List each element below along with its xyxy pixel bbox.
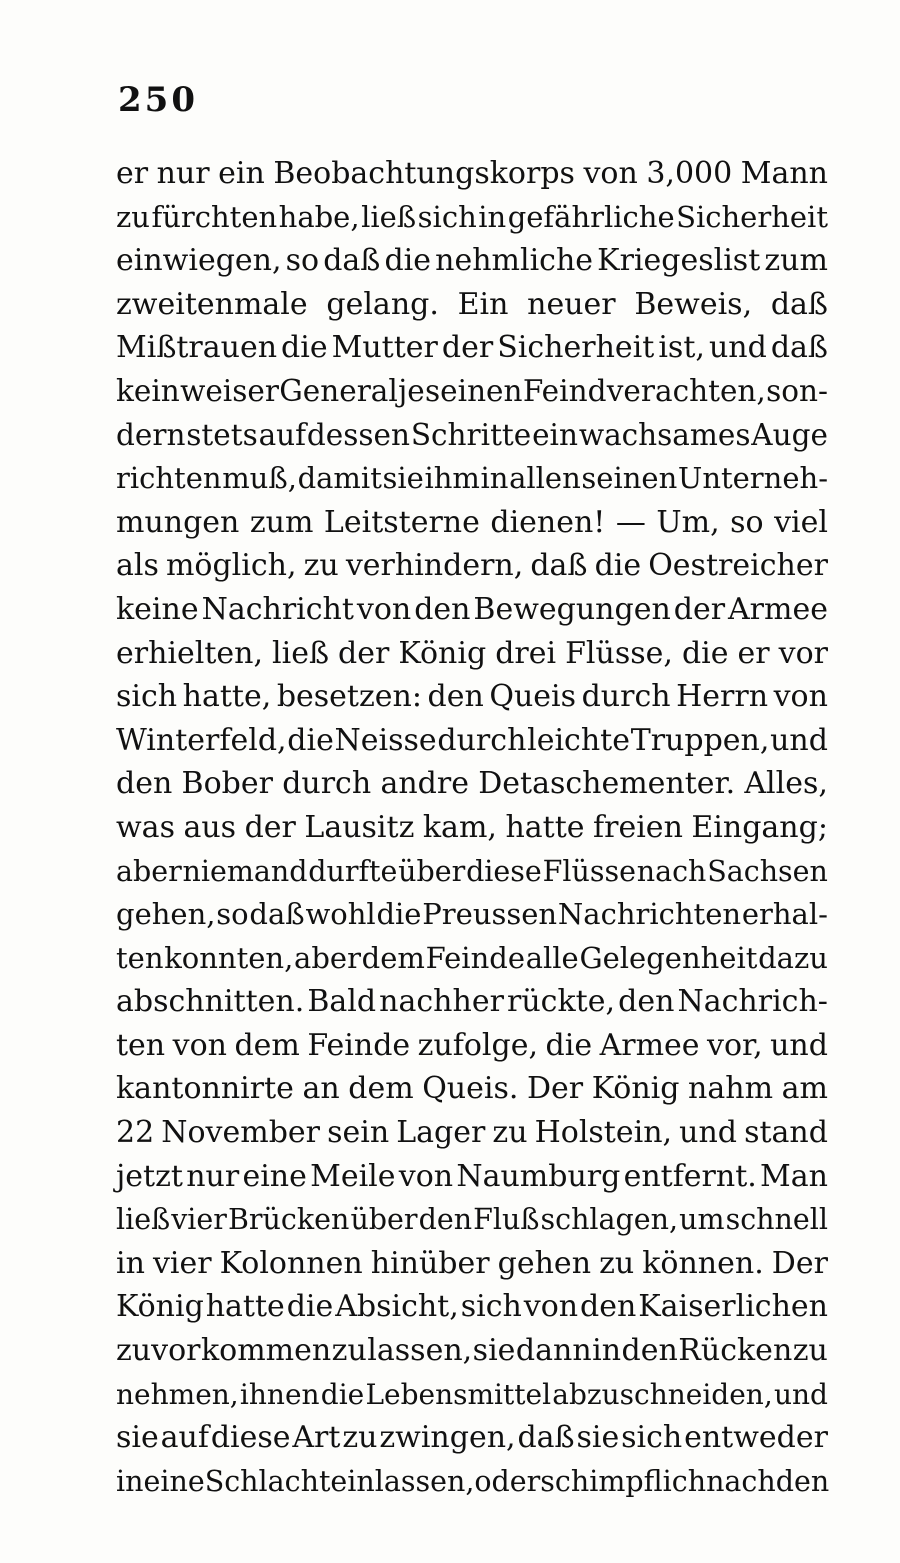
word: jetzt (116, 1158, 183, 1194)
word: neuer (527, 286, 616, 322)
word: der (441, 330, 494, 366)
word: November (161, 1115, 321, 1151)
text-line (116, 980, 828, 1024)
text-line (116, 719, 828, 763)
word: Beobachtungskorps (273, 156, 575, 191)
word: oder (474, 1464, 541, 1498)
word: nach (706, 1464, 776, 1498)
word: in (478, 199, 507, 234)
word: an (302, 1071, 340, 1107)
word: erhielten, (116, 635, 264, 671)
text-line (116, 283, 828, 327)
page-number: 250 (118, 80, 198, 120)
text-line (116, 893, 828, 937)
word: können. (642, 1245, 764, 1281)
word: ein (532, 417, 578, 452)
word: die (681, 635, 729, 671)
word: der (244, 809, 296, 845)
word: Nachricht (201, 591, 354, 627)
word: Detaschementer. (478, 766, 736, 802)
word: kam, (422, 809, 497, 845)
word: 3,000 (646, 156, 733, 191)
word: nehmen, (116, 1377, 239, 1411)
word: leichte (527, 722, 630, 758)
word: Ein (457, 286, 509, 322)
text-line (116, 326, 828, 370)
word: daß (517, 1420, 575, 1456)
word: sich (417, 199, 477, 234)
word: die (287, 722, 334, 758)
word: sein (327, 1115, 390, 1151)
word: dem (234, 1027, 300, 1063)
word: besetzen: (276, 679, 422, 715)
word: kantonnirte (116, 1071, 294, 1107)
word: den (775, 1464, 830, 1498)
word: Nachrich- (677, 984, 828, 1020)
word: mungen (116, 504, 240, 540)
word: Meile (310, 1158, 396, 1194)
word: dessen (306, 417, 410, 452)
word: Feinde (307, 1027, 411, 1063)
word: zu (492, 1115, 528, 1151)
word: Bewegungen (473, 591, 671, 627)
word: fürchten (151, 199, 278, 234)
word: andre (380, 766, 469, 802)
body-text (116, 152, 828, 1503)
text-line (116, 1024, 828, 1068)
word: verachten, (606, 373, 766, 408)
word: eine (143, 1464, 205, 1498)
text-line (116, 1329, 828, 1373)
word: König (398, 635, 487, 671)
text-line (116, 196, 828, 240)
word: Preussen (422, 897, 558, 932)
word: der (673, 591, 726, 627)
word: je (398, 373, 425, 408)
word: habe, (278, 199, 360, 234)
text-line (116, 544, 828, 588)
word: allen (509, 461, 581, 496)
word: Armee (599, 1027, 700, 1063)
word: in (116, 1464, 144, 1498)
text-line (116, 1285, 828, 1329)
word: nach (636, 854, 707, 888)
word: einlassen, (330, 1464, 475, 1498)
word: und (679, 1115, 737, 1151)
word: diese (466, 854, 542, 888)
word: ihnen (239, 1377, 320, 1411)
text-line (116, 675, 828, 719)
word: die (545, 1027, 593, 1063)
word: von (583, 156, 638, 191)
word: entweder (684, 1420, 828, 1456)
word: gelang. (326, 286, 439, 322)
word: zuvor (116, 1333, 201, 1369)
word: dem (361, 940, 425, 975)
word: so (285, 243, 320, 279)
text-line (116, 414, 828, 458)
word: kommen (200, 1333, 332, 1369)
word: und (708, 330, 767, 366)
word: wachsames (578, 417, 751, 452)
word: entfernt. (623, 1158, 757, 1194)
word: von (773, 679, 828, 715)
word: richten (116, 461, 222, 496)
word: Sicherheit (497, 330, 655, 366)
word: möglich, (165, 548, 297, 584)
word: die (286, 1289, 334, 1325)
word: Winterfeld, (116, 722, 287, 758)
word: vier (171, 1203, 227, 1237)
word: vier (152, 1245, 212, 1281)
word: ist, (658, 330, 705, 366)
word: Mutter (331, 330, 438, 366)
word: lassen, (367, 1333, 473, 1369)
word: Kriegeslist (597, 243, 761, 279)
word: über (350, 1203, 418, 1237)
word: den (414, 591, 471, 627)
word: zum (249, 504, 314, 540)
word: Naumburg (456, 1158, 621, 1194)
word: Nachrichten (557, 897, 742, 932)
text-line (116, 1155, 828, 1199)
word: die (281, 330, 328, 366)
word: diese (210, 1420, 291, 1456)
text-line (116, 1373, 828, 1417)
word: alle (525, 940, 579, 975)
word: Kolonnen (219, 1245, 363, 1281)
word: ließ (116, 1203, 171, 1237)
word: von (523, 1289, 579, 1325)
word: Fluß (473, 1203, 540, 1237)
word: Lausitz (304, 809, 415, 845)
text-line (116, 937, 828, 981)
text-line (116, 239, 828, 283)
word: Eingang; (691, 809, 828, 845)
word: den (618, 984, 675, 1020)
word: zu (599, 1245, 635, 1281)
word: sich (116, 679, 178, 715)
word: dienen! (490, 504, 606, 540)
word: Kaiserlichen (638, 1289, 828, 1325)
word: zu (331, 1333, 367, 1369)
word: um (679, 1203, 725, 1237)
word: Gelegenheit (579, 940, 758, 975)
word: König (116, 1289, 204, 1325)
word: gefährliche (507, 199, 675, 234)
word: daß (323, 243, 381, 279)
word: dazu (758, 940, 828, 975)
word: — (615, 504, 646, 540)
word: Der (771, 1245, 828, 1281)
word: von (398, 1158, 454, 1194)
word: zwingen, (379, 1420, 516, 1456)
word: was (116, 809, 175, 845)
word: zum (764, 243, 828, 279)
word: damit (297, 461, 382, 496)
word: weiser (180, 373, 279, 408)
word: Alles, (744, 766, 828, 802)
text-line (116, 632, 828, 676)
word: in (480, 461, 509, 496)
word: stets (186, 417, 258, 452)
word: auf (160, 1420, 209, 1456)
word: als (116, 548, 159, 584)
word: Um, (656, 504, 720, 540)
word: konnten, (164, 940, 294, 975)
word: Man (760, 1158, 828, 1194)
word: dem (348, 1071, 414, 1107)
word: Herrn (676, 679, 769, 715)
word: nachher (379, 984, 504, 1020)
word: daß (249, 897, 305, 932)
word: Beweis, (634, 286, 753, 322)
word: aber (294, 940, 361, 975)
word: sie (382, 461, 424, 496)
word: 22 (116, 1115, 155, 1151)
word: stand (744, 1115, 828, 1151)
word: Feind (522, 373, 607, 408)
word: hatte (505, 809, 585, 845)
word: Auge (751, 417, 828, 452)
word: über (398, 854, 466, 888)
word: den (580, 1289, 637, 1325)
word: von (172, 1027, 227, 1063)
word: vor (778, 635, 828, 671)
word: hinüber (370, 1245, 490, 1281)
word: gehen, (116, 897, 216, 932)
word: son- (766, 373, 828, 408)
word: zu (303, 548, 339, 584)
word: und (770, 722, 828, 758)
text-line (116, 501, 828, 545)
word: der (338, 635, 390, 671)
text-line (116, 850, 828, 894)
word: Art (292, 1420, 341, 1456)
word: nahm (688, 1071, 774, 1107)
text-line (116, 1111, 828, 1155)
word: durch (581, 679, 671, 715)
word: sie (116, 1420, 159, 1456)
word: hatte, (182, 679, 272, 715)
word: keine (116, 591, 199, 627)
word: Truppen, (630, 722, 770, 758)
word: schnell (725, 1203, 828, 1237)
word: Flüsse, (565, 635, 673, 671)
word: sie (576, 1420, 620, 1456)
word: König (591, 1071, 680, 1107)
word: Sicherheit (676, 199, 828, 234)
word: ihm (424, 461, 480, 496)
word: Rücken (678, 1333, 793, 1369)
word: zu (792, 1333, 828, 1369)
word: aus (183, 809, 237, 845)
word: Mißtrauen (116, 330, 278, 366)
word: hatte (205, 1289, 285, 1325)
text-line (116, 806, 828, 850)
word: in (592, 1333, 622, 1369)
word: sie (472, 1333, 516, 1369)
word: ten (116, 1027, 166, 1063)
word: daß (770, 286, 828, 322)
word: den (418, 1203, 473, 1237)
text-line (116, 588, 828, 632)
word: sich (460, 1289, 522, 1325)
word: Oestreicher (648, 548, 828, 584)
word: ein (218, 156, 265, 191)
text-line (116, 1416, 828, 1460)
word: die (376, 897, 422, 932)
word: zufolge, (417, 1027, 539, 1063)
word: kein (116, 373, 180, 408)
word: zu (116, 199, 150, 234)
word: schimpflich (540, 1464, 707, 1498)
word: durch (282, 766, 372, 802)
word: rückte, (507, 984, 616, 1020)
word: die (320, 1377, 365, 1411)
word: Sachsen (707, 854, 828, 888)
word: Bober (181, 766, 273, 802)
word: von (356, 591, 412, 627)
word: nehmliche (435, 243, 594, 279)
text-line (116, 1242, 828, 1286)
word: niemand (182, 854, 308, 888)
text-line (116, 457, 828, 501)
word: einwiegen, (116, 243, 282, 279)
word: durch (437, 722, 527, 758)
word: General (279, 373, 398, 408)
word: zu (342, 1420, 378, 1456)
word: dann (515, 1333, 592, 1369)
word: Neisse (334, 722, 437, 758)
word: den (621, 1333, 678, 1369)
word: eine (242, 1158, 307, 1194)
word: verhindern, (345, 548, 524, 584)
word: und (770, 1027, 828, 1063)
word: Mann (740, 156, 828, 191)
word: Unterneh- (677, 461, 828, 496)
word: durfte (308, 854, 398, 888)
word: daß (530, 548, 588, 584)
word: ließ (272, 635, 330, 671)
word: Bald (307, 984, 377, 1020)
word: ließ (361, 199, 417, 234)
word: dern (116, 417, 186, 452)
word: Schlacht (204, 1464, 331, 1498)
word: Lebensmittel (365, 1377, 552, 1411)
word: Schritte (410, 417, 532, 452)
word: abschnitten. (116, 984, 305, 1020)
word: zweitenmale (116, 286, 308, 322)
word: schlagen, (540, 1203, 679, 1237)
word: Leitsterne (323, 504, 480, 540)
word: den (116, 766, 173, 802)
word: am (781, 1071, 828, 1107)
word: nur (186, 1158, 240, 1194)
word: Flüsse (542, 854, 636, 888)
word: Armee (728, 591, 828, 627)
word: so (216, 897, 249, 932)
word: so (730, 504, 764, 540)
word: seinen (581, 461, 678, 496)
word: auf (258, 417, 307, 452)
word: Der (526, 1071, 584, 1107)
word: vor, (707, 1027, 763, 1063)
word: viel (774, 504, 828, 540)
word: sich (621, 1420, 683, 1456)
text-line (116, 762, 828, 806)
word: muß, (222, 461, 297, 496)
word: Feinde (425, 940, 525, 975)
text-line (116, 152, 828, 196)
word: in (116, 1245, 145, 1281)
word: Brücken (227, 1203, 350, 1237)
text-line (116, 1460, 828, 1504)
word: und (773, 1377, 828, 1411)
word: ten (116, 940, 164, 975)
word: nur (156, 156, 210, 191)
text-line (116, 1067, 828, 1111)
word: wohl (305, 897, 376, 932)
word: seinen (425, 373, 523, 408)
word: die (384, 243, 432, 279)
word: er (737, 635, 770, 671)
word: Queis. (422, 1071, 519, 1107)
word: aber (116, 854, 182, 888)
word: abzuschneiden, (552, 1377, 773, 1411)
word: Queis (489, 679, 577, 715)
word: freien (593, 809, 683, 845)
word: er (116, 156, 149, 191)
text-line (116, 1198, 828, 1242)
word: Holstein, (534, 1115, 673, 1151)
word: die (594, 548, 642, 584)
word: erhal- (741, 897, 828, 932)
text-line (116, 370, 828, 414)
word: Lager (396, 1115, 486, 1151)
word: Absicht, (335, 1289, 459, 1325)
word: drei (495, 635, 557, 671)
word: den (427, 679, 484, 715)
word: daß (770, 330, 828, 366)
word: gehen (497, 1245, 592, 1281)
